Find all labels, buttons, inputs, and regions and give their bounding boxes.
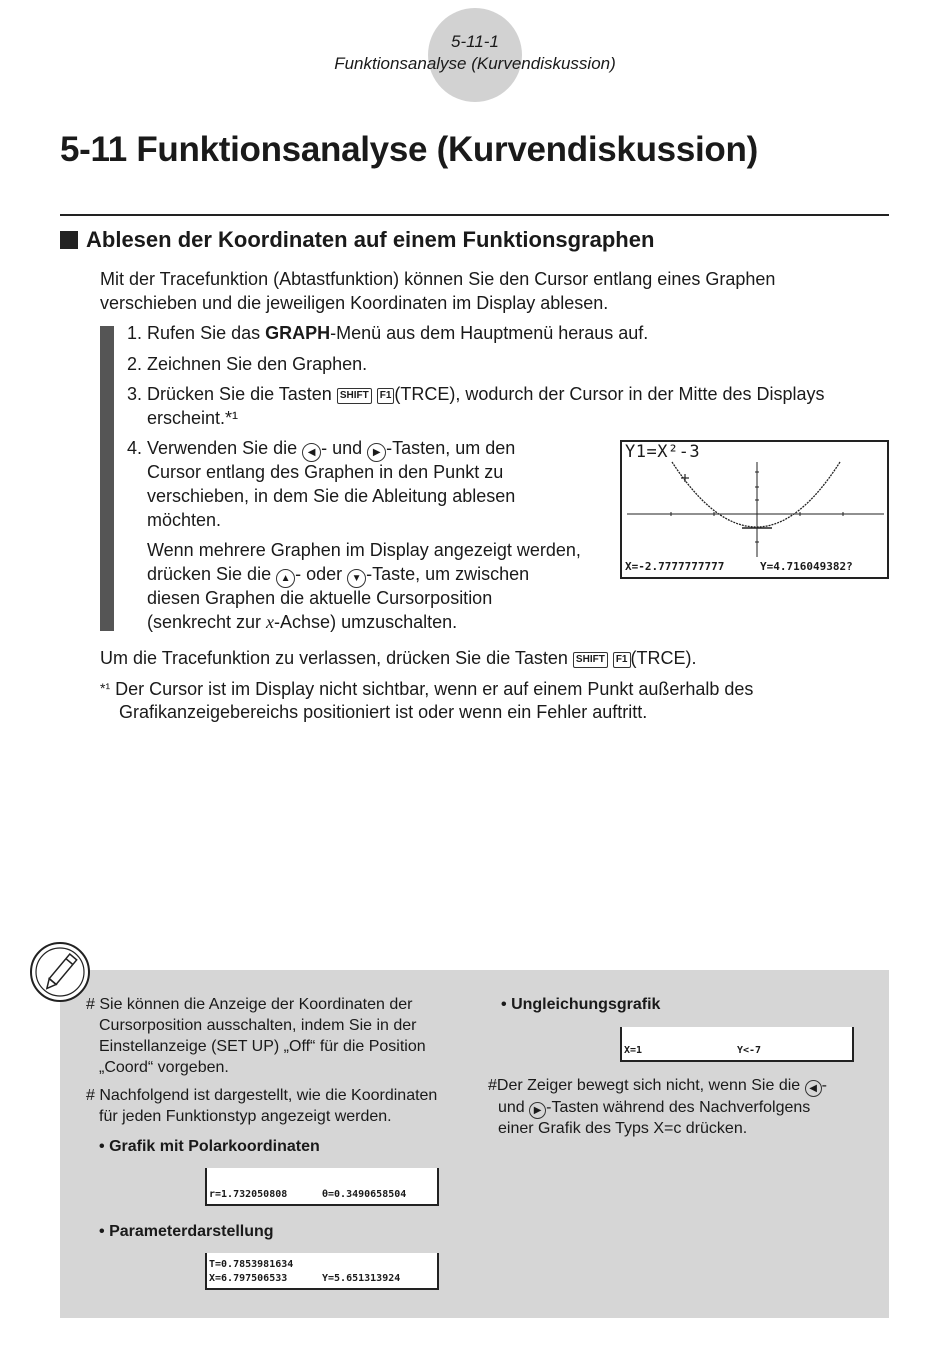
exit-instruction [100,646,697,670]
step-4-line-4: möchten. [147,510,222,530]
left-arrow-key-icon: ◀ [805,1080,822,1097]
step-text: Drücken Sie die Tasten [147,384,337,404]
param-coord-screen [205,1253,439,1290]
down-arrow-key-icon: ▼ [347,569,366,588]
note-2-line-2: für jeden Funktionstyp angezeigt werden. [99,1108,392,1125]
bullet: • [99,1138,105,1155]
note-text: #Der Zeiger bewegt sich nicht, wenn Sie die [488,1077,805,1094]
ineq-y-value: Y<-7 [737,1045,762,1056]
step-text: -Taste, um zwischen [366,564,530,584]
step-3-cont: erscheint.*¹ [147,408,239,428]
y-coordinate: Y=4.716049382? [760,560,853,573]
step-text: Verwenden Sie die [147,438,303,458]
polar-coord-screen [205,1168,439,1206]
footnote-text: Der Cursor ist im Display nicht sichtbar, wenn er auf einem Punkt außerhalb des [115,679,754,699]
step-4-p2-line-3: diesen Graphen die aktuelle Cursorposition [147,588,493,608]
left-arrow-key-icon: ◀ [302,443,321,462]
inequality-label [501,994,660,1015]
x-variable: x [266,612,275,632]
polar-label [99,1136,320,1157]
step-text: -Menü aus dem Hauptmenü heraus auf. [330,323,649,343]
footnote-mark: *¹ [100,680,111,696]
step-4-p2-line-2 [147,562,529,588]
section-heading-text: Ablesen der Koordinaten auf einem Funktionsgraphen [86,227,655,252]
param-x-value: X=6.797506533 [209,1273,288,1284]
step-number: 2. [127,354,143,374]
up-arrow-key-icon: ▲ [276,569,295,588]
page-title: 5-11 Funktionsanalyse (Kurvendiskussion) [60,130,758,169]
footnote-line-2: Grafikanzeigebereichs positioniert ist oder wenn ein Fehler auftritt. [119,702,648,722]
bullet: • [501,996,507,1013]
exit-text: (TRCE). [630,648,697,668]
note-1-line-3: Einstellanzeige (SET UP) „Off“ für die Position [99,1038,426,1055]
step-2 [127,352,367,376]
step-4 [127,436,607,462]
param-label [99,1221,274,1242]
f1-key-icon: F1 [377,388,395,404]
f1-key-icon: F1 [613,652,631,668]
square-bullet-icon [60,231,78,249]
steps-side-bar [100,326,114,631]
page-number: 5-11-1 [451,32,499,51]
note-2-line-1: # Nachfolgend ist dargestellt, wie die Koordinaten [86,1087,438,1104]
trace-cursor-icon [681,474,689,482]
step-text: Zeichnen Sie den Graphen. [147,354,368,374]
title-divider [60,214,889,216]
graph-plot [622,442,887,577]
note-3-line-1 [488,1075,827,1097]
note-3-line-3: einer Grafik des Typs X=c drücken. [498,1120,748,1137]
step-4-line-3: verschieben, in dem Sie die Ableitung ablesen [147,486,516,506]
step-number: 3. [127,384,143,404]
step-text: (TRCE), wodurch der Cursor in der Mitte des Displays [394,384,825,404]
exit-text: Um die Tracefunktion zu verlassen, drücken Sie die Tasten [100,648,573,668]
bullet: • [99,1223,105,1240]
footnote [100,676,753,701]
right-arrow-key-icon: ▶ [367,443,386,462]
param-y-value: Y=5.651313924 [322,1273,401,1284]
step-text: - oder [295,564,348,584]
function-label: Y1=X²-3 [625,442,701,462]
param-t-value: T=0.7853981634 [209,1259,294,1270]
step-text: (senkrecht zur [147,612,267,632]
step-text: -Achse) umzuschalten. [274,612,458,632]
graph-menu-name: GRAPH [265,323,331,343]
pencil-note-icon [30,942,90,1002]
polar-r-value: r=1.732050808 [209,1189,288,1200]
step-4-line-2: Cursor entlang des Graphen in den Punkt zu [147,462,504,482]
polar-label-text: Grafik mit Polarkoordinaten [109,1138,320,1155]
note-text: -Tasten während des Nachverfolgens [546,1099,811,1116]
step-text: Rufen Sie das [147,323,266,343]
inequality-label-text: Ungleichungsgrafik [511,996,661,1013]
step-4-p2-line-4 [147,610,457,634]
step-text: drücken Sie die [147,564,277,584]
step-number: 1. [127,323,143,343]
shift-key-icon: SHIFT [337,388,372,404]
ineq-x-value: X=1 [624,1045,643,1056]
step-3 [127,382,887,406]
param-label-text: Parameterdarstellung [109,1223,274,1240]
step-text: - und [321,438,368,458]
note-1-line-2: Cursorposition ausschalten, indem Sie in der [99,1017,417,1034]
note-text: - [821,1077,827,1094]
right-arrow-key-icon: ▶ [529,1102,546,1119]
polar-theta-value: θ=0.3490658504 [322,1189,407,1200]
section-heading [60,227,654,253]
calculator-screen [620,440,889,579]
x-coordinate: X=-2.7777777777 [625,560,725,573]
note-1-line-1: # Sie können die Anzeige der Koordinaten der [86,996,413,1013]
intro-paragraph: Mit der Tracefunktion (Abtastfunktion) können Sie den Cursor entlang eines Graphen verschieben und die jeweiligen Koordinaten im Display ablesen. [100,269,776,313]
step-text: -Tasten, um den [386,438,516,458]
shift-key-icon: SHIFT [573,652,608,668]
step-4-p2-line-1: Wenn mehrere Graphen im Display angezeigt werden, [147,540,581,560]
inequality-coord-screen [620,1027,854,1062]
running-title: Funktionsanalyse (Kurvendiskussion) [334,54,616,73]
note-1-line-4: „Coord“ vorgeben. [99,1059,229,1076]
note-text: und [498,1099,530,1116]
step-number: 4. [127,438,143,458]
note-3-line-2 [498,1097,810,1119]
step-1 [127,321,887,345]
